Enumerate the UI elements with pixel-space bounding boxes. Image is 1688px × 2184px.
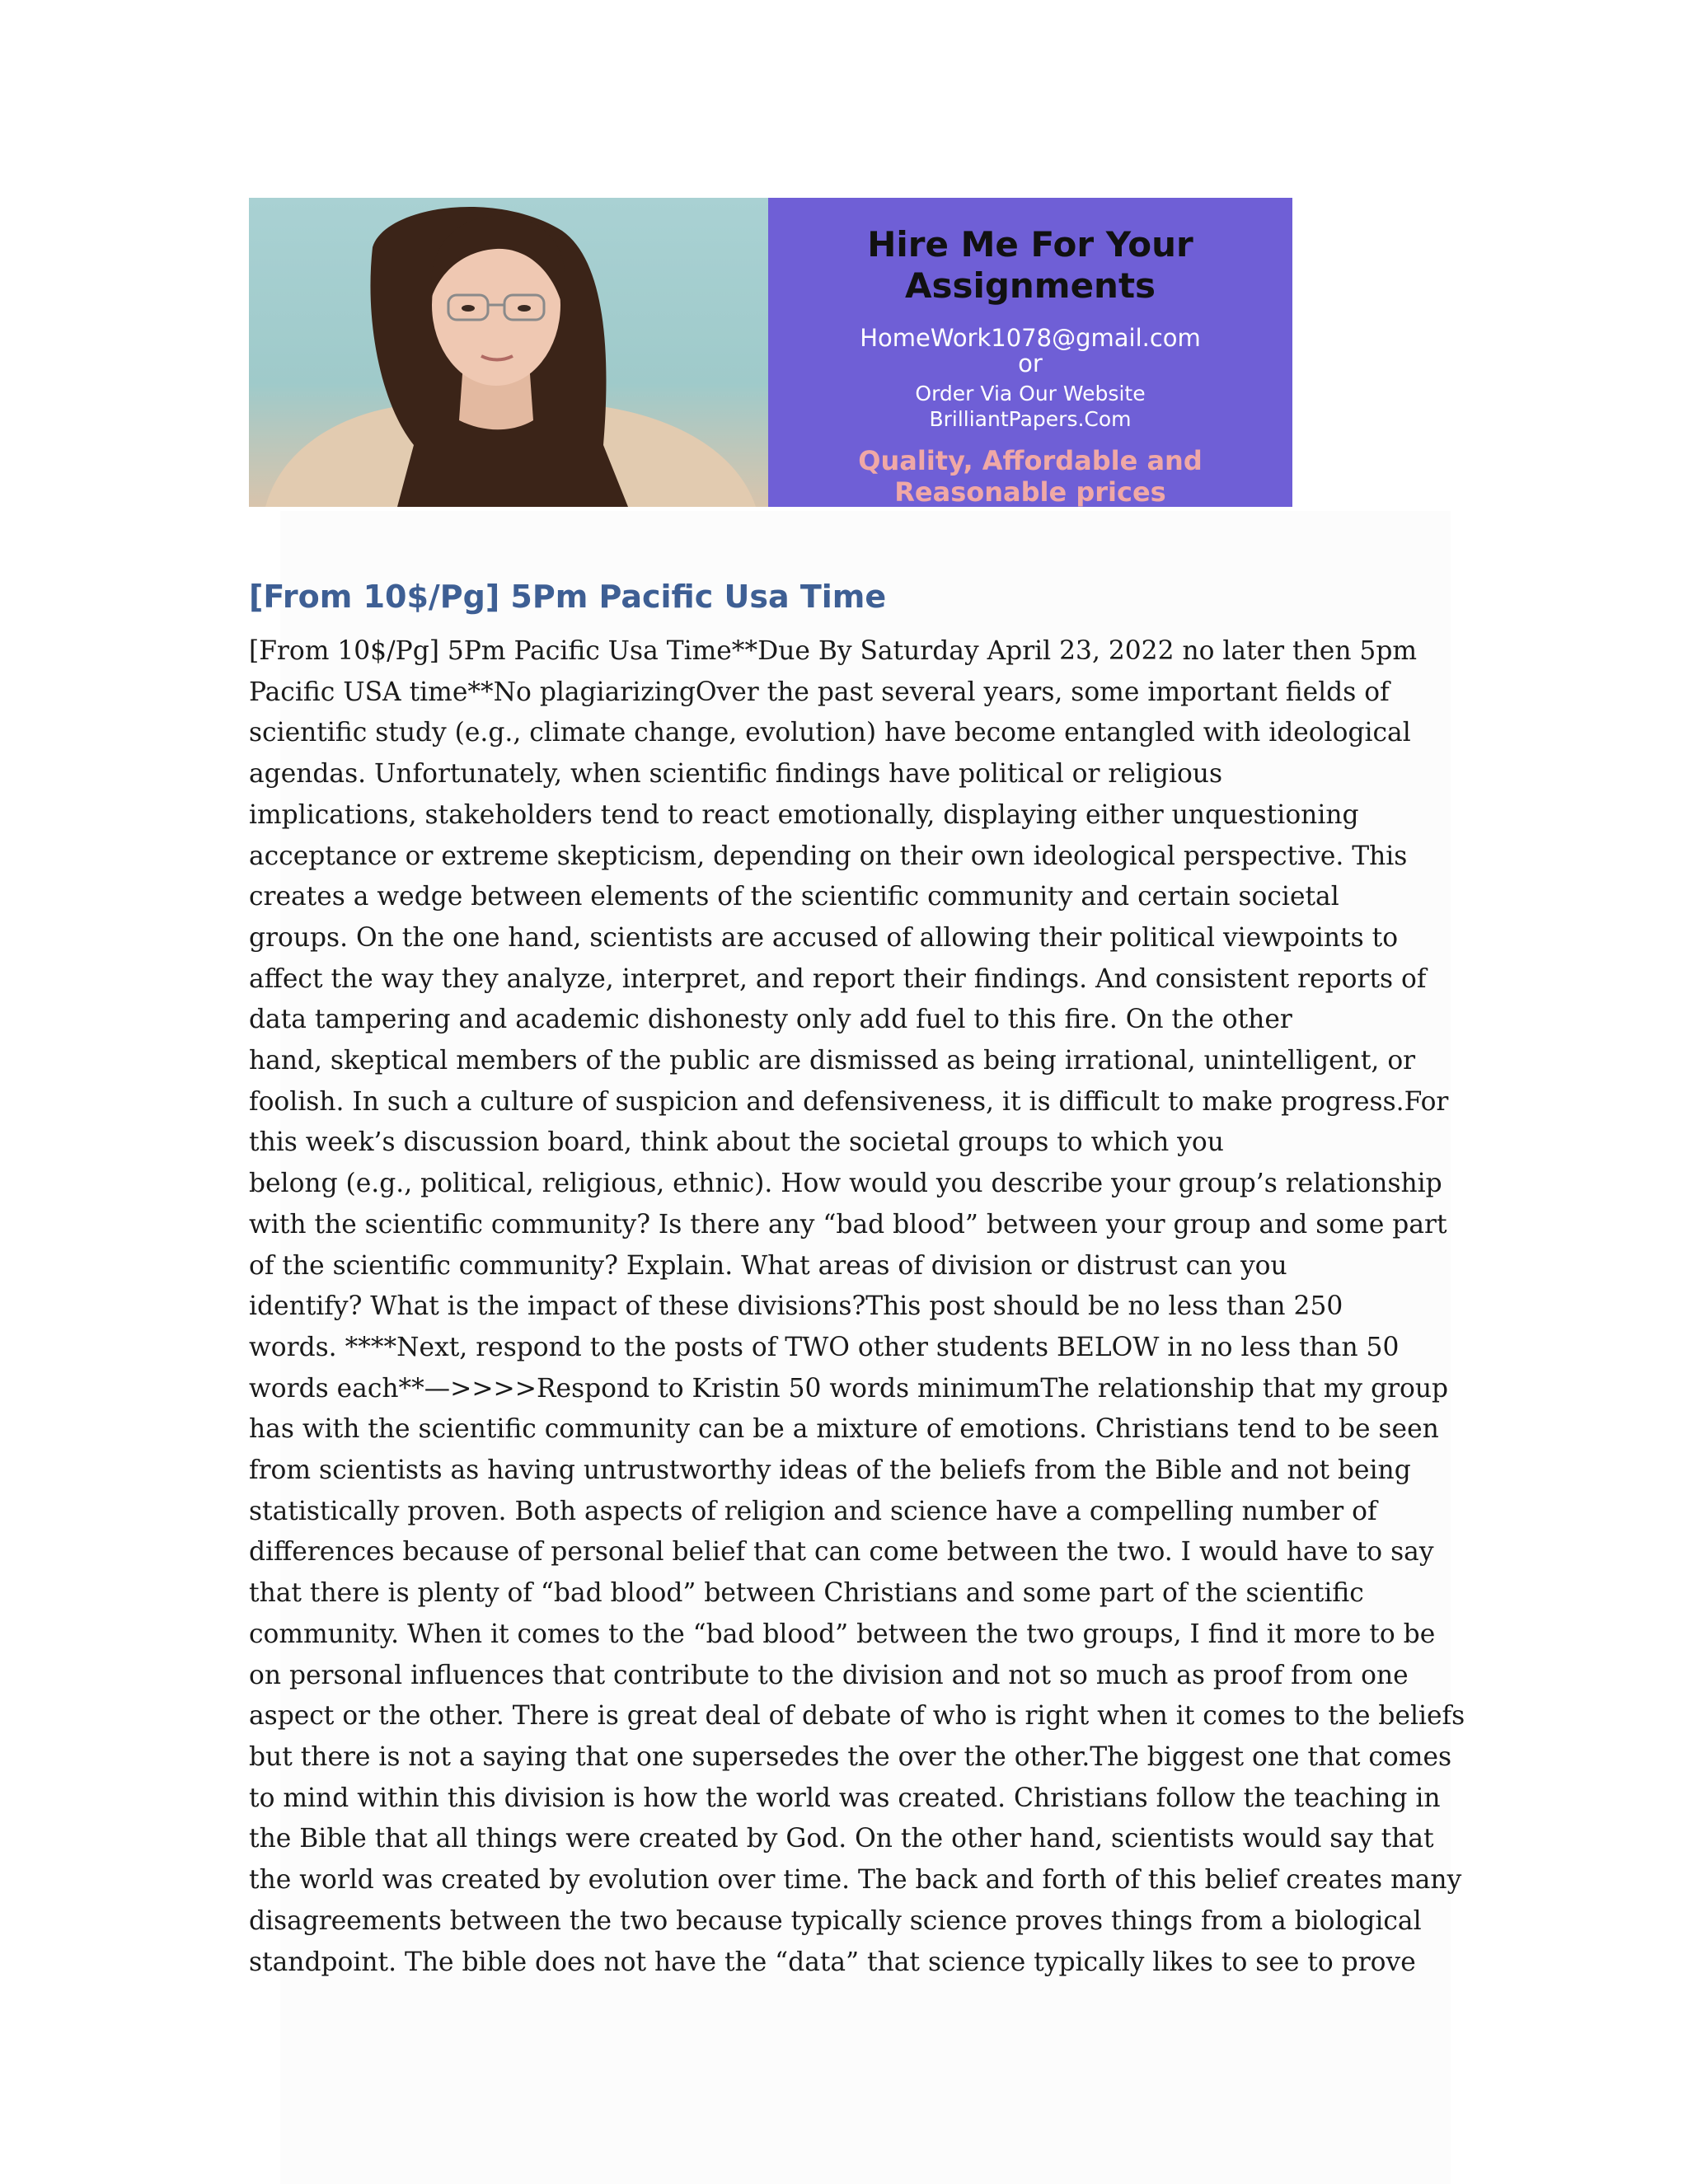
document-line: but there is not a saying that one supersedes the over the other.The biggest one that comes (249, 1741, 1452, 1772)
document-line: differences because of personal belief that can come between the two. I would have to say (249, 1537, 1434, 1568)
document-line: disagreements between the two because typically science proves things from a biological (249, 1905, 1422, 1936)
banner-website: BrilliantPapers.Com (929, 407, 1132, 431)
document-line: statistically proven. Both aspects of religion and science have a compelling number of (249, 1496, 1377, 1526)
banner-or: or (1018, 349, 1043, 377)
document-line: from scientists as having untrustworthy ideas of the beliefs from the Bible and not being (249, 1455, 1411, 1486)
banner-headline: Hire Me For Your Assignments (867, 224, 1193, 306)
document-line: with the scientific community? Is there any “bad blood” between your group and some part (249, 1209, 1447, 1240)
portrait-illustration (249, 198, 768, 507)
document-line: data tampering and academic dishonesty only add fuel to this fire. On the other (249, 1005, 1292, 1035)
woman-portrait-image (249, 198, 768, 507)
document-line: words each**—>>>>Respond to Kristin 50 words minimumThe relationship that my group (249, 1373, 1449, 1404)
document-line: belong (e.g., political, religious, ethnic). How would you describe your group’s relationship (249, 1169, 1442, 1199)
document-line: affect the way they analyze, interpret, and report their findings. And consistent reports of (249, 963, 1427, 994)
document-line: words. ****Next, respond to the posts of TWO other students BELOW in no less than 50 (249, 1332, 1400, 1362)
document-line: aspect or the other. There is great deal of debate of who is right when it comes to the beliefs (249, 1701, 1465, 1732)
document-line: the world was created by evolution over time. The back and forth of this belief creates many (249, 1865, 1462, 1896)
banner-text-panel (768, 198, 1292, 507)
document-line: implications, stakeholders tend to react emotionally, displaying either unquestioning (249, 799, 1359, 830)
document-body (249, 631, 1465, 1983)
document-line: to mind within this division is how the world was created. Christians follow the teaching in (249, 1783, 1441, 1813)
document-line: has with the scientific community can be a mixture of emotions. Christians tend to be seen (249, 1414, 1439, 1445)
document-line: that there is plenty of “bad blood” between Christians and some part of the scientific (249, 1578, 1364, 1609)
document-line: creates a wedge between elements of the scientific community and certain societal (249, 882, 1339, 912)
document-line: Pacific USA time**No plagiarizingOver the past several years, some important fields of (249, 677, 1390, 707)
document-line: identify? What is the impact of these divisions?This post should be no less than 250 (249, 1291, 1343, 1322)
document-line: on personal influences that contribute to the division and not so much as proof from one (249, 1660, 1409, 1690)
document-line: this week’s discussion board, think about the societal groups to which you (249, 1127, 1224, 1158)
advertisement-banner (249, 198, 1292, 507)
document-line: standpoint. The bible does not have the “data” that science typically likes to see to prove (249, 1947, 1416, 1977)
document-line: groups. On the one hand, scientists are accused of allowing their political viewpoints to (249, 922, 1399, 953)
banner-tagline: Quality, Affordable and Reasonable prices (858, 445, 1203, 507)
document-title: [From 10$/Pg] 5Pm Pacific Usa Time (249, 579, 887, 615)
document-line: the Bible that all things were created by God. On the other hand, scientists would say that (249, 1824, 1434, 1854)
document-line: [From 10$/Pg] 5Pm Pacific Usa Time**Due By Saturday April 23, 2022 no later then 5pm (249, 636, 1418, 666)
document-line: acceptance or extreme skepticism, depending on their own ideological perspective. This (249, 841, 1408, 871)
document-line: of the scientific community? Explain. What areas of division or distrust can you (249, 1250, 1287, 1281)
document-line: community. When it comes to the “bad blood” between the two groups, I find it more to be (249, 1619, 1436, 1649)
document-line: hand, skeptical members of the public are dismissed as being irrational, unintelligent, or (249, 1046, 1416, 1076)
banner-order-text: Order Via Our Website (915, 382, 1146, 405)
document-line: foolish. In such a culture of suspicion and defensiveness, it is difficult to make progress.For (249, 1086, 1449, 1117)
document-line: agendas. Unfortunately, when scientific findings have political or religious (249, 759, 1223, 790)
document-line: scientific study (e.g., climate change, evolution) have become entangled with ideological (249, 718, 1411, 748)
banner-email: HomeWork1078@gmail.com (860, 324, 1201, 352)
